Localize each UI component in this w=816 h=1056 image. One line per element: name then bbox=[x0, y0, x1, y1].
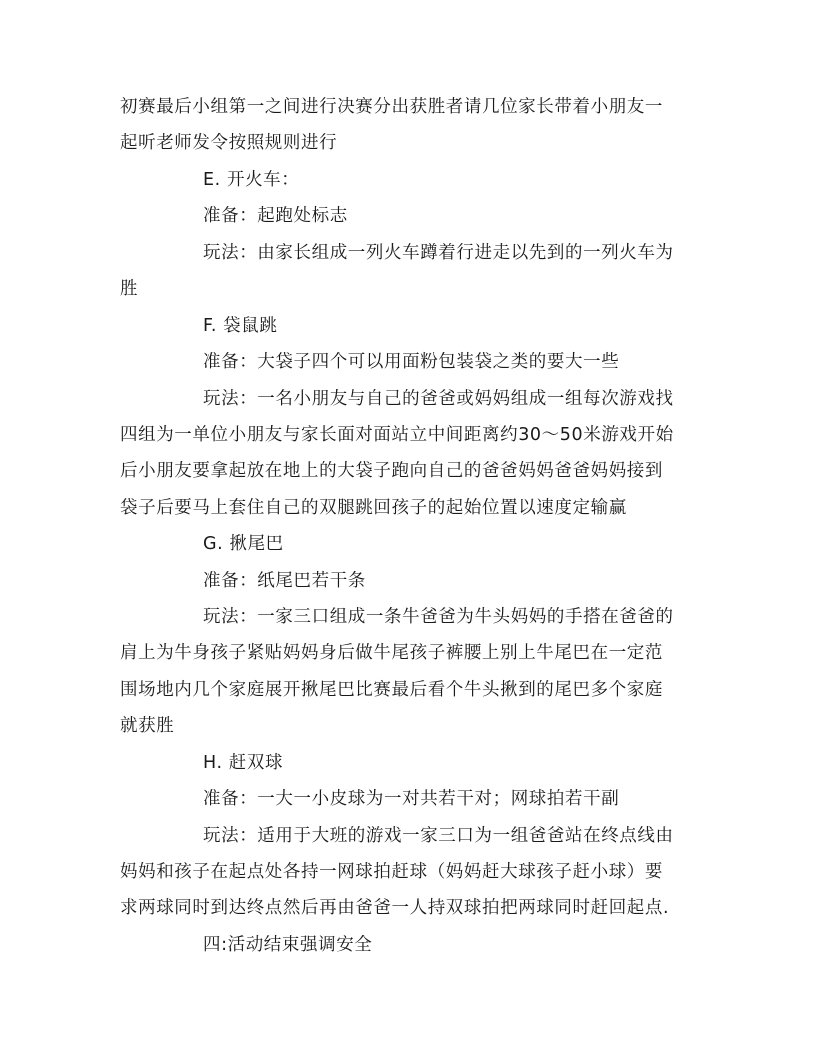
text-line: 妈妈和孩子在起点处各持一网球拍赶球（妈妈赶大球孩子赶小球）要 bbox=[120, 862, 663, 882]
text-line: 玩法：适用于大班的游戏一家三口为一组爸爸站在终点线由 bbox=[203, 826, 674, 846]
text-line: 肩上为牛身孩子紧贴妈妈身后做牛尾孩子裤腰上别上牛尾巴在一定范 bbox=[120, 643, 663, 663]
text-line: 后小朋友要拿起放在地上的大袋子跑向自己的爸爸妈妈爸爸妈妈接到 bbox=[120, 461, 663, 481]
text-line: 准备：大袋子四个可以用面粉包装袋之类的要大一些 bbox=[203, 352, 620, 372]
text-line: 准备：纸尾巴若干条 bbox=[203, 571, 366, 591]
text-line: 玩法：由家长组成一列火车蹲着行进走以先到的一列火车为 bbox=[203, 243, 674, 263]
text-line: 求两球同时到达终点然后再由爸爸一人持双球拍把两球同时赶回起点. bbox=[120, 898, 670, 918]
text-line: 胜 bbox=[120, 279, 139, 299]
text-line: 初赛最后小组第一之间进行决赛分出获胜者请几位家长带着小朋友一 bbox=[120, 97, 663, 117]
text-line: 准备：一大一小皮球为一对共若干对；网球拍若干副 bbox=[203, 789, 620, 809]
text-line: 围场地内几个家庭展开揪尾巴比赛最后看个牛头揪到的尾巴多个家庭 bbox=[120, 680, 663, 700]
text-line: 起听老师发令按照规则进行 bbox=[120, 133, 338, 153]
text-line: 就获胜 bbox=[120, 716, 175, 736]
section-heading-e: E. 开火车： bbox=[203, 170, 300, 190]
section-heading-g: G. 揪尾巴 bbox=[203, 534, 284, 554]
text-line: 准备：起跑处标志 bbox=[203, 206, 348, 226]
section-heading-h: H. 赶双球 bbox=[203, 753, 284, 773]
text-line: 袋子后要马上套住自己的双腿跳回孩子的起始位置以速度定输赢 bbox=[120, 498, 627, 518]
text-line: 玩法：一名小朋友与自己的爸爸或妈妈组成一组每次游戏找 bbox=[203, 389, 674, 409]
text-line: 四组为一单位小朋友与家长面对面站立中间距离约30～50米游戏开始 bbox=[120, 425, 674, 445]
text-line: 玩法：一家三口组成一条牛爸爸为牛头妈妈的手搭在爸爸的 bbox=[203, 607, 674, 627]
section-heading-f: F. 袋鼠跳 bbox=[203, 316, 278, 336]
section-heading-four: 四:活动结束强调安全 bbox=[203, 935, 373, 955]
